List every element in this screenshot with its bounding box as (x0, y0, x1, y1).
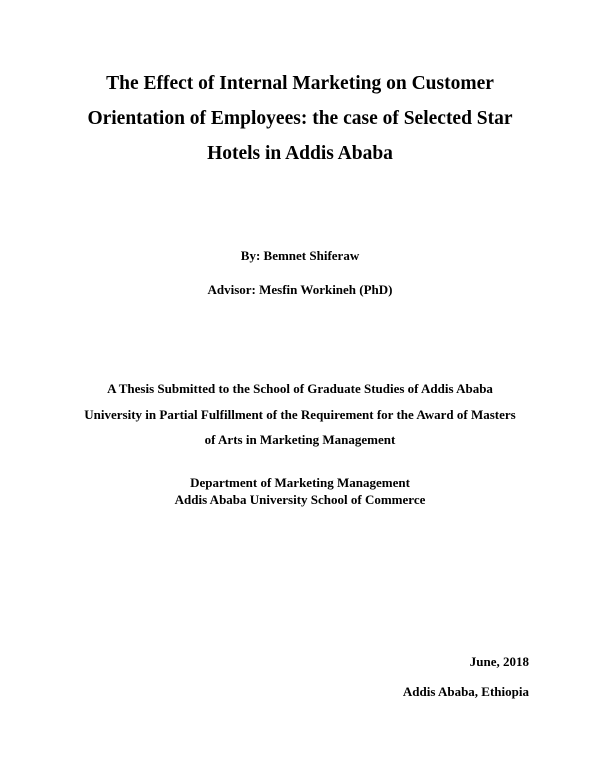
affiliation (0, 474, 600, 508)
submission-line: A Thesis Submitted to the School of Graduate Studies of Addis Ababa (107, 381, 493, 396)
title-line: Hotels in Addis Ababa (207, 143, 393, 164)
thesis-title (60, 66, 540, 171)
submission-statement (30, 376, 570, 453)
school-name: Addis Ababa University School of Commerce (174, 492, 426, 507)
submission-line: University in Partial Fulfillment of the Requirement for the Award of Masters (84, 406, 516, 422)
author-line: By: Bemnet Shiferaw (240, 248, 360, 263)
title-line: Orientation of Employees: the case of Selected Star (87, 108, 513, 129)
department-name: Department of Marketing Management (190, 475, 410, 490)
submission-date: June, 2018 (469, 654, 529, 669)
advisor-line: Advisor: Mesfin Workineh (PhD) (207, 282, 393, 297)
title-line: The Effect of Internal Marketing on Customer (106, 73, 494, 94)
submission-line: of Arts in Marketing Management (204, 432, 396, 447)
submission-location: Addis Ababa, Ethiopia (402, 684, 529, 699)
